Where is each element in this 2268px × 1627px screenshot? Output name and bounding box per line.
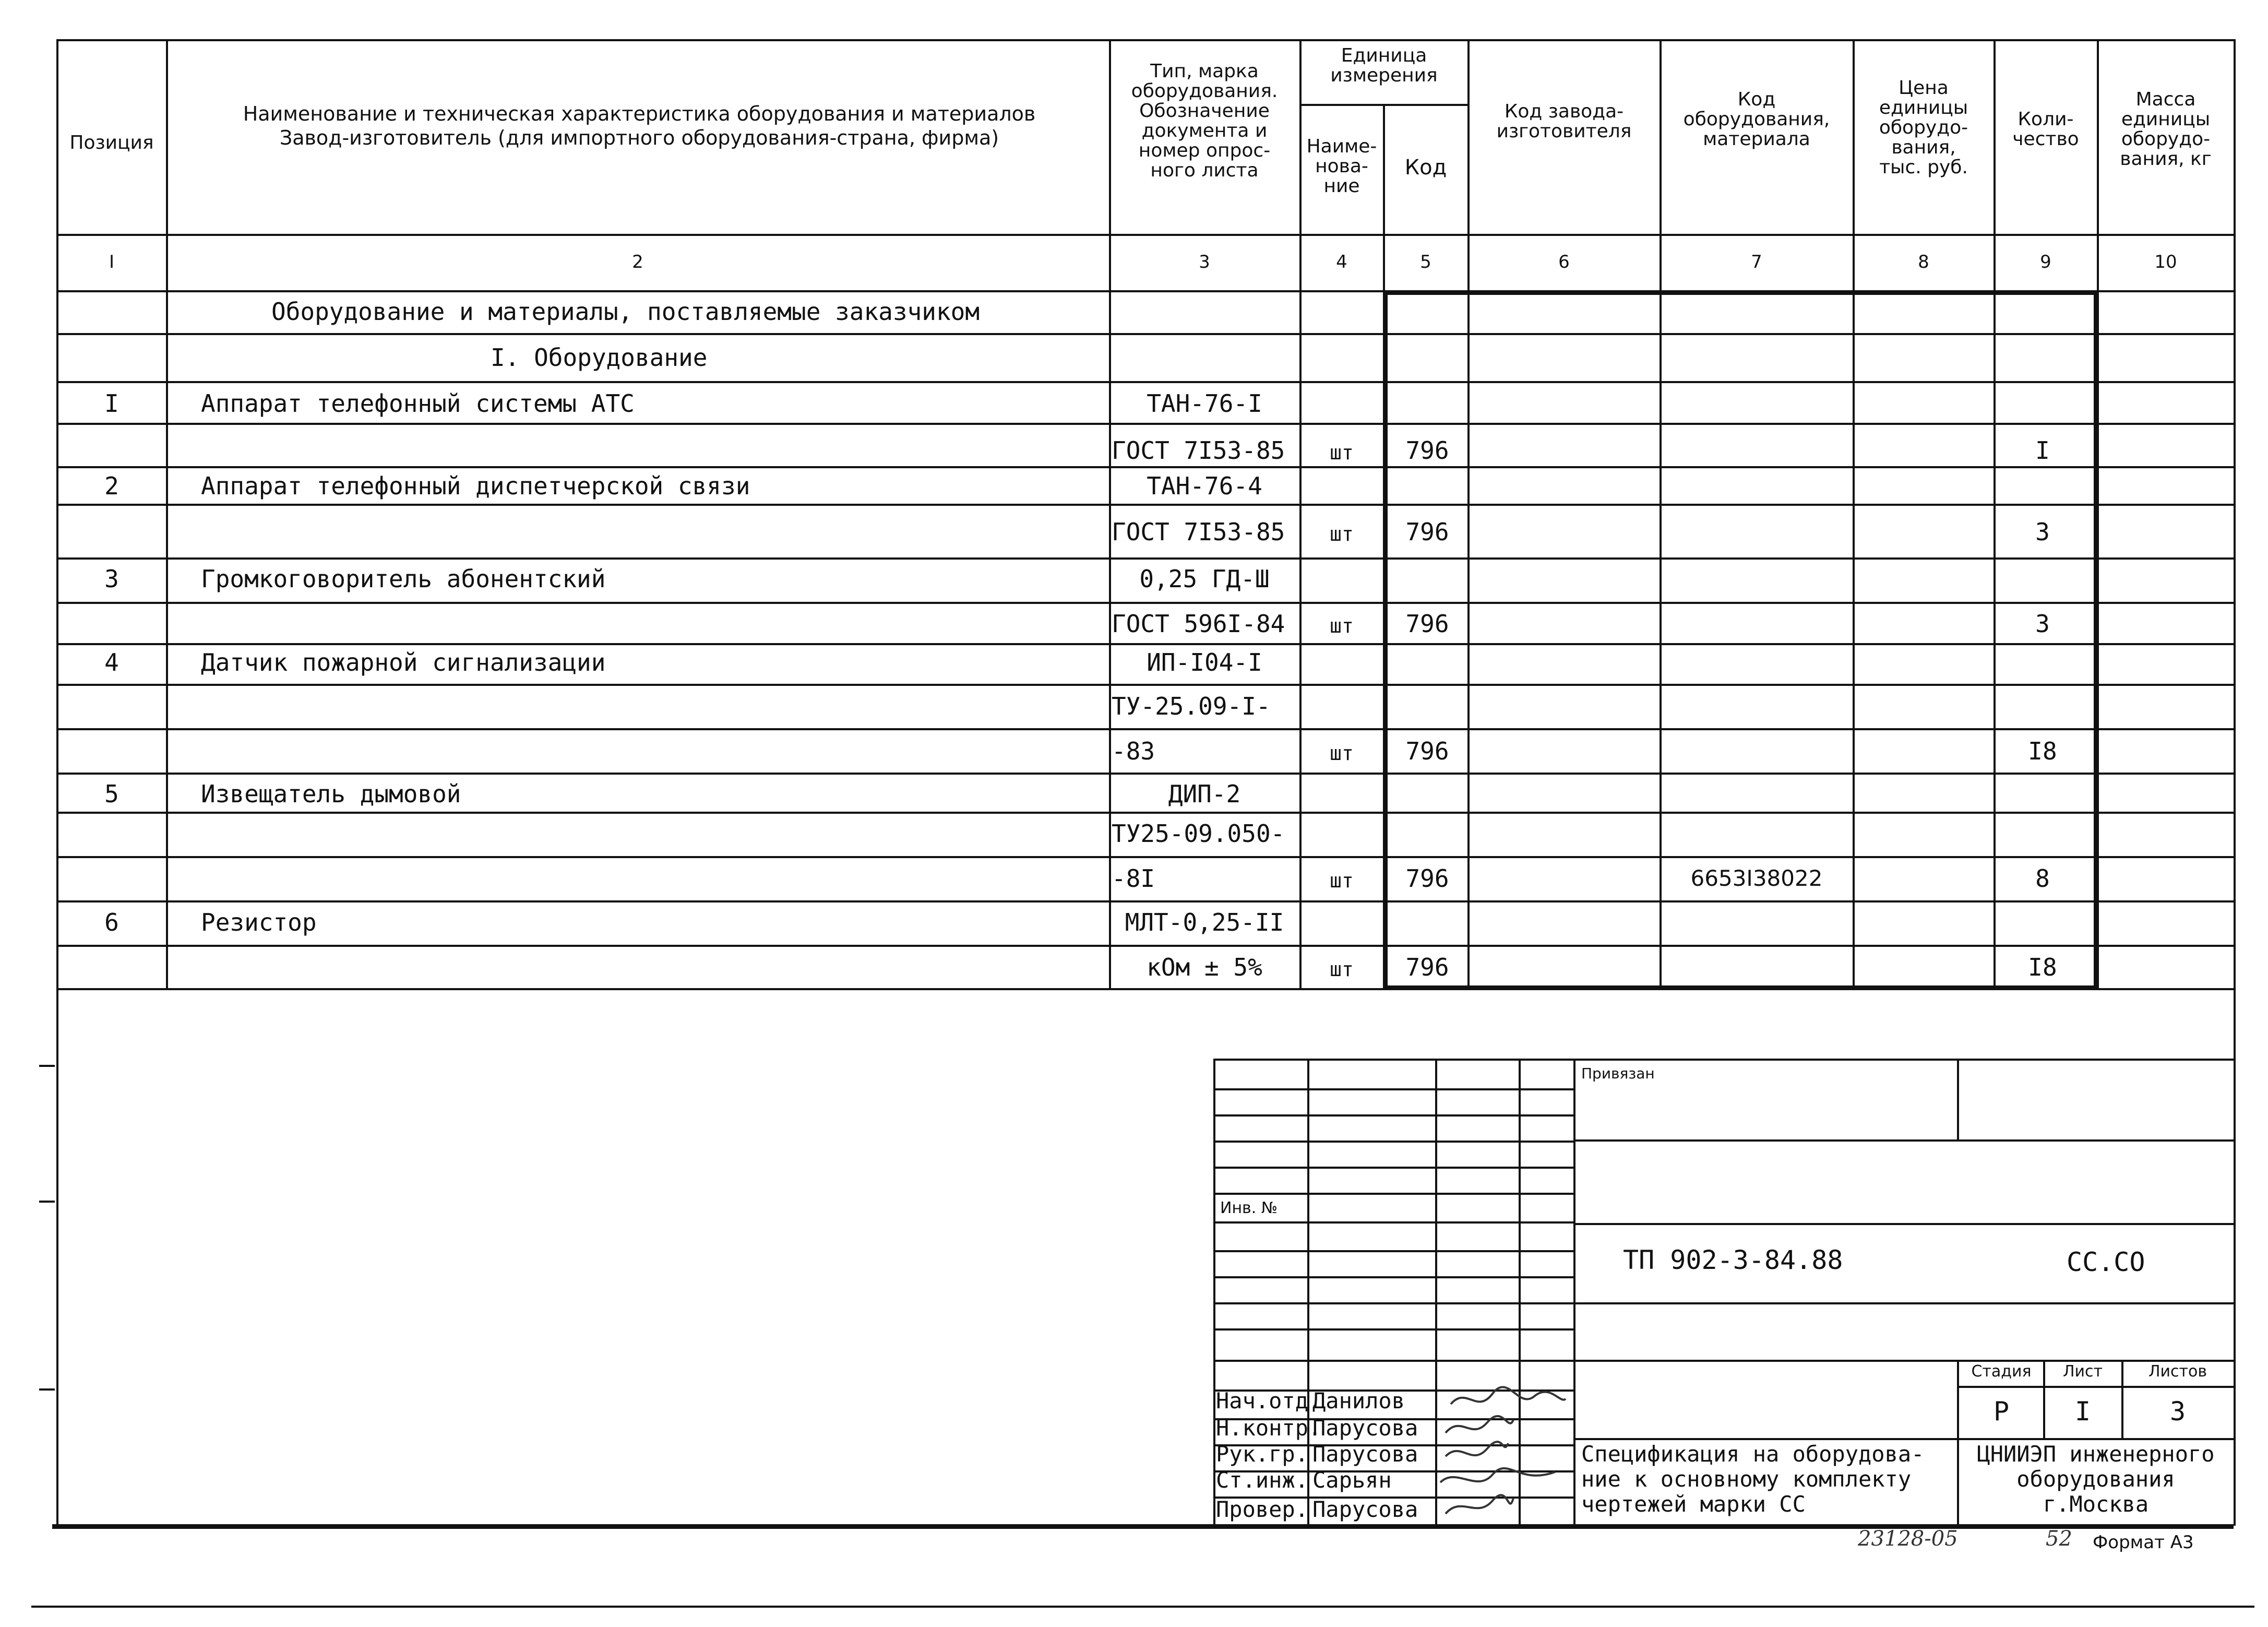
row-type: МЛТ-0,25-II bbox=[1125, 908, 1284, 936]
row-name: Резистор bbox=[201, 908, 317, 936]
format-label: Формат А3 bbox=[2093, 1532, 2194, 1553]
row-quantity: 3 bbox=[2035, 610, 2050, 638]
header-type: Тип, марка оборудования. Обозначение документа и номер опрос- ного листа bbox=[1131, 61, 1278, 181]
signer-name: Данилов bbox=[1312, 1388, 1405, 1414]
sheets-label: Листов bbox=[2148, 1362, 2207, 1381]
row-type: ДИП-2 bbox=[1168, 780, 1241, 808]
row-item-code: 6653I38022 bbox=[1690, 865, 1823, 891]
row-type: ТУ25-09.050- bbox=[1112, 820, 1285, 848]
header-unit-name: Наиме- нова- ние bbox=[1306, 136, 1377, 197]
row-type: ГОСТ 596I-84 bbox=[1112, 610, 1285, 638]
row-unit: шт bbox=[1330, 958, 1354, 981]
header-name: Наименование и техническая характеристика оборудования и материалов Завод-изготовитель (для импортного оборудования-страна, фирма) bbox=[243, 102, 1036, 149]
section-title: Оборудование и материалы, поставляемые заказчиком bbox=[271, 298, 980, 326]
row-type: 0,25 ГД-Ш bbox=[1139, 565, 1270, 593]
sheet-value: I bbox=[2074, 1396, 2091, 1427]
document-code: ТП 902-3-84.88 bbox=[1623, 1245, 1843, 1275]
row-code: 796 bbox=[1405, 436, 1449, 465]
column-number: I bbox=[109, 252, 115, 272]
row-type: ГОСТ 7I53-85 bbox=[1112, 436, 1285, 465]
row-quantity: 8 bbox=[2035, 864, 2050, 893]
column-number: 4 bbox=[1336, 252, 1347, 272]
row-name: Датчик пожарной сигнализации bbox=[201, 648, 606, 676]
signer-name: Парусова bbox=[1312, 1497, 1418, 1522]
row-unit: шт bbox=[1330, 742, 1354, 765]
row-name: Громкоговоритель абонентский bbox=[201, 565, 606, 593]
bound-label: Привязан bbox=[1581, 1065, 1655, 1082]
organization: ЦНИИЭП инженерного оборудования г.Москва bbox=[1977, 1441, 2215, 1517]
row-type: ТАН-76-I bbox=[1147, 389, 1262, 418]
row-unit: шт bbox=[1330, 869, 1354, 892]
column-number: 7 bbox=[1751, 252, 1762, 272]
row-position: 4 bbox=[104, 648, 119, 676]
row-name: Аппарат телефонный диспетчерской связи bbox=[201, 472, 750, 500]
row-unit: шт bbox=[1330, 614, 1354, 637]
row-type: -8I bbox=[1112, 864, 1155, 893]
signer-name: Парусова bbox=[1312, 1441, 1418, 1467]
column-number: 3 bbox=[1199, 252, 1210, 272]
header-position: Позиция bbox=[69, 132, 154, 153]
row-quantity: I8 bbox=[2028, 737, 2057, 765]
subsection-title: I. Оборудование bbox=[491, 343, 708, 372]
row-type: -83 bbox=[1112, 737, 1155, 765]
header-mfr-code: Код завода- изготовителя bbox=[1496, 101, 1632, 142]
row-position: 6 bbox=[104, 908, 119, 936]
row-position: 2 bbox=[104, 472, 119, 500]
sheet-label: Лист bbox=[2062, 1362, 2103, 1381]
row-quantity: I8 bbox=[2028, 953, 2057, 981]
column-number: 5 bbox=[1420, 252, 1431, 272]
row-type: кОм ± 5% bbox=[1147, 953, 1262, 981]
stage-value: Р bbox=[1993, 1396, 2010, 1427]
row-type: ГОСТ 7I53-85 bbox=[1112, 518, 1285, 546]
sheets-value: 3 bbox=[2169, 1396, 2186, 1427]
signature-marks bbox=[1430, 1383, 1597, 1540]
header-item-code: Код оборудования, материала bbox=[1683, 89, 1830, 150]
signer-name: Парусова bbox=[1312, 1415, 1418, 1441]
role-label: Нач.отд. bbox=[1216, 1388, 1322, 1414]
row-type: ИП-I04-I bbox=[1147, 648, 1262, 676]
role-label: Провер. bbox=[1216, 1497, 1309, 1522]
document-title: Спецификация на оборудова- ние к основному комплекту чертежей марки СС bbox=[1581, 1441, 1925, 1517]
inventory-label: Инв. № bbox=[1220, 1199, 1278, 1217]
row-unit: шт bbox=[1330, 522, 1354, 545]
row-type: ТАН-76-4 bbox=[1147, 472, 1262, 500]
row-position: 3 bbox=[104, 565, 119, 593]
header-price: Цена единицы оборудо- вания, тыс. руб. bbox=[1879, 77, 1968, 178]
row-name: Извещатель дымовой bbox=[201, 780, 461, 808]
role-label: Н.контр. bbox=[1216, 1415, 1322, 1441]
header-mass: Масса единицы оборудо- вания, кг bbox=[2120, 89, 2212, 170]
row-code: 796 bbox=[1405, 518, 1449, 546]
column-number: 6 bbox=[1558, 252, 1570, 272]
row-unit: шт bbox=[1330, 441, 1354, 464]
row-quantity: I bbox=[2035, 436, 2050, 465]
row-position: 5 bbox=[104, 780, 119, 808]
row-code: 796 bbox=[1405, 737, 1449, 765]
row-type: ТУ-25.09-I- bbox=[1112, 692, 1271, 720]
archive-number: 23128-05 bbox=[1858, 1527, 1958, 1551]
header-quantity: Коли- чество bbox=[2012, 109, 2079, 150]
row-quantity: 3 bbox=[2035, 518, 2050, 546]
role-label: Рук.гр. bbox=[1216, 1441, 1309, 1467]
drawing-mark: СС.СО bbox=[2067, 1247, 2145, 1277]
column-number: 2 bbox=[632, 252, 643, 272]
signer-name: Сарьян bbox=[1312, 1467, 1392, 1493]
row-code: 796 bbox=[1405, 864, 1449, 893]
row-position: I bbox=[104, 389, 119, 418]
stage-label: Стадия bbox=[1971, 1362, 2032, 1381]
header-unit-group: Единица измерения bbox=[1330, 45, 1438, 86]
row-name: Аппарат телефонный системы АТС bbox=[201, 389, 635, 418]
column-number: 10 bbox=[2154, 252, 2177, 272]
column-number: 9 bbox=[2040, 252, 2051, 272]
row-code: 796 bbox=[1405, 610, 1449, 638]
header-unit-code: Код bbox=[1404, 156, 1447, 180]
row-code: 796 bbox=[1405, 953, 1449, 981]
page-number: 52 bbox=[2046, 1527, 2072, 1551]
column-number: 8 bbox=[1918, 252, 1929, 272]
role-label: Ст.инж. bbox=[1216, 1467, 1309, 1493]
